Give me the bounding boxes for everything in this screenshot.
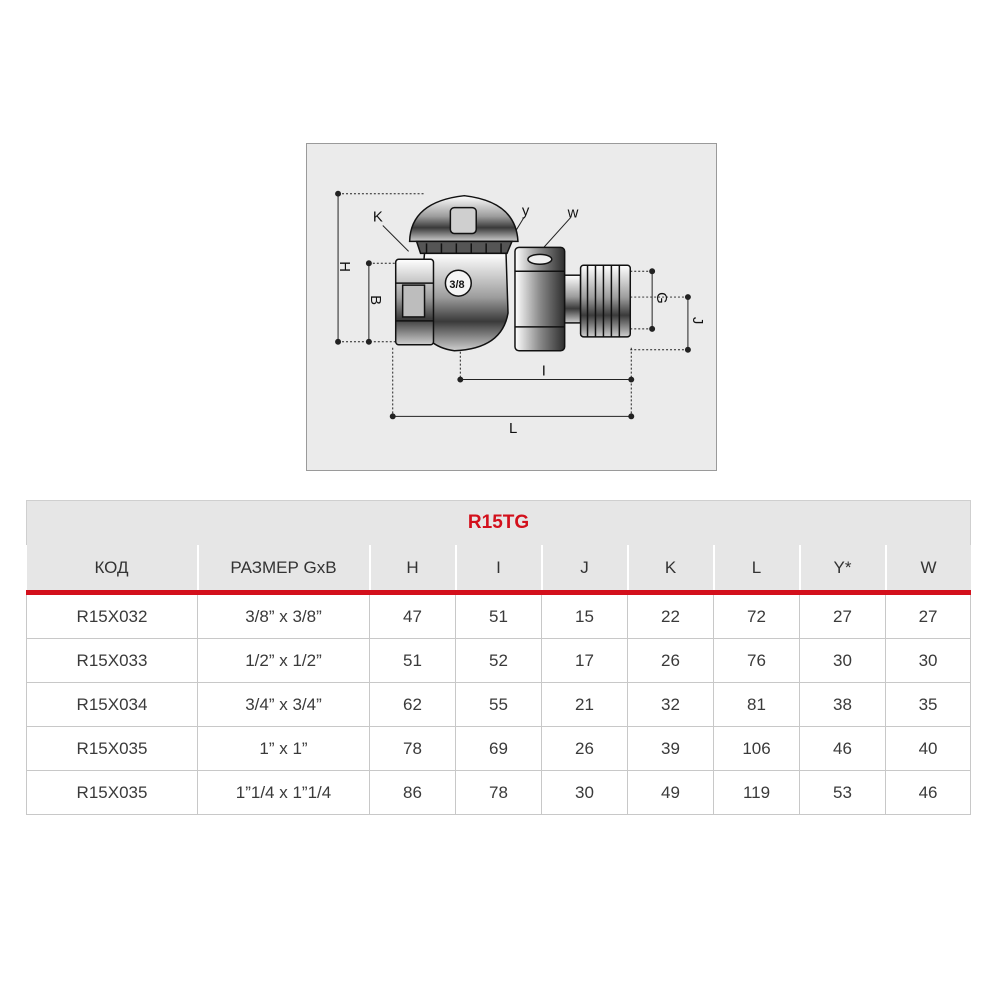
cell-j: 30 (542, 771, 628, 815)
cell-code: R15X032 (27, 593, 198, 639)
cell-y: 46 (800, 727, 886, 771)
table-row (27, 593, 971, 639)
cell-l: 72 (714, 593, 800, 639)
dimensions-table (26, 500, 971, 815)
cell-w: 40 (886, 727, 971, 771)
cell-y: 27 (800, 593, 886, 639)
label-b: B (366, 295, 383, 306)
cell-w: 35 (886, 683, 971, 727)
cell-l: 119 (714, 771, 800, 815)
cell-k: 32 (628, 683, 714, 727)
header-j: J (542, 545, 628, 593)
cell-h: 51 (370, 639, 456, 683)
valve-drawing (307, 144, 716, 470)
cell-l: 81 (714, 683, 800, 727)
cell-j: 15 (542, 593, 628, 639)
label-i: I (541, 363, 546, 380)
label-l: L (509, 421, 518, 438)
cell-k: 22 (628, 593, 714, 639)
cell-size: 3/4” x 3/4” (198, 683, 370, 727)
cell-size: 3/8” x 3/8” (198, 593, 370, 639)
header-size: РАЗМЕР GxB (198, 545, 370, 593)
cell-y: 30 (800, 639, 886, 683)
valve-diagram-panel (306, 143, 717, 471)
label-y: y (521, 203, 530, 220)
cell-j: 17 (542, 639, 628, 683)
valve-body (396, 196, 631, 351)
cell-i: 55 (456, 683, 542, 727)
cell-h: 78 (370, 727, 456, 771)
cell-k: 26 (628, 639, 714, 683)
header-code: КОД (27, 545, 198, 593)
label-g: G (653, 292, 670, 304)
cell-h: 62 (370, 683, 456, 727)
header-y: Y* (800, 545, 886, 593)
cell-h: 47 (370, 593, 456, 639)
cell-i: 78 (456, 771, 542, 815)
cell-code: R15X035 (27, 771, 198, 815)
cell-code: R15X035 (27, 727, 198, 771)
cell-l: 76 (714, 639, 800, 683)
cell-code: R15X034 (27, 683, 198, 727)
table-header-row (27, 545, 971, 593)
cell-w: 27 (886, 593, 971, 639)
cell-w: 30 (886, 639, 971, 683)
table-row (27, 639, 971, 683)
cell-j: 21 (542, 683, 628, 727)
table-row (27, 727, 971, 771)
cell-i: 69 (456, 727, 542, 771)
label-j: J (688, 316, 705, 325)
label-w: w (567, 205, 579, 222)
header-h: H (370, 545, 456, 593)
cell-h: 86 (370, 771, 456, 815)
cell-y: 53 (800, 771, 886, 815)
cell-size: 1”1/4 x 1”1/4 (198, 771, 370, 815)
cell-w: 46 (886, 771, 971, 815)
cell-size: 1/2” x 1/2” (198, 639, 370, 683)
cell-j: 26 (542, 727, 628, 771)
label-k: K (372, 209, 383, 226)
valve-size-marking: 3/8 (449, 279, 465, 292)
cell-y: 38 (800, 683, 886, 727)
cell-k: 49 (628, 771, 714, 815)
cell-k: 39 (628, 727, 714, 771)
header-i: I (456, 545, 542, 593)
table-row (27, 771, 971, 815)
header-k: K (628, 545, 714, 593)
table-row (27, 683, 971, 727)
table-title: R15TG (27, 501, 971, 546)
cell-code: R15X033 (27, 639, 198, 683)
cell-i: 52 (456, 639, 542, 683)
cell-i: 51 (456, 593, 542, 639)
table-title-row (27, 501, 971, 546)
header-w: W (886, 545, 971, 593)
header-l: L (714, 545, 800, 593)
cell-size: 1” x 1” (198, 727, 370, 771)
cell-l: 106 (714, 727, 800, 771)
label-h: H (336, 261, 353, 273)
